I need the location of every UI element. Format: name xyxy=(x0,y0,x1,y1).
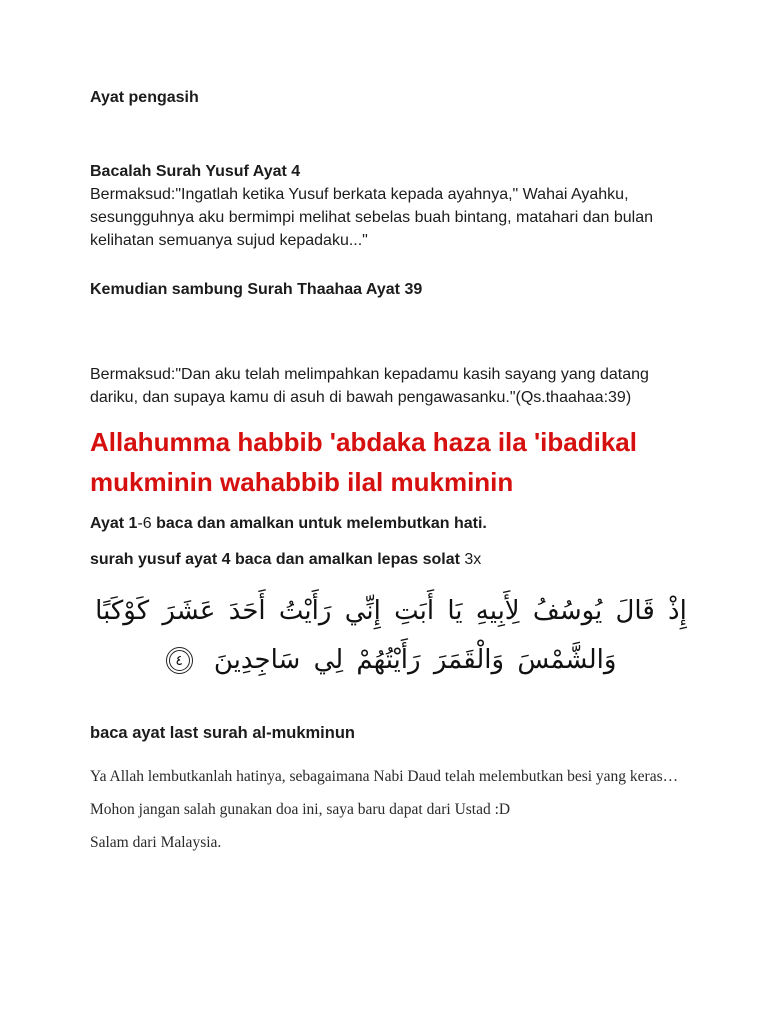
document-content xyxy=(90,88,692,852)
arabic-verse-line2: وَالشَّمْسَ وَالْقَمَرَ رَأَيْتُهُمْ لِي سَاجِدِينَ xyxy=(213,645,617,675)
instruction-surah-yusuf-3x xyxy=(90,548,692,571)
paragraph-maksud-surah-yusuf: Bermaksud:"Ingatlah ketika Yusuf berkata kepada ayahnya," Wahai Ayahku, sesungguhnya aku bermimpi melihat sebelas buah bintang, matahari dan bulan kelihatan semuanya sujud kepadaku..." xyxy=(90,186,654,249)
instruction-surah-yusuf-regular-tail: 3x xyxy=(464,551,482,568)
document-title: Ayat pengasih xyxy=(90,89,199,106)
arabic-verse xyxy=(90,587,692,685)
instruction-ayat-1-6 xyxy=(90,512,692,535)
closing-paragraph-mohon: Mohon jangan salah gunakan doa ini, saya baru dapat dari Ustad :D xyxy=(90,800,511,818)
instruction-surah-yusuf-bold-lead: surah yusuf ayat 4 baca dan amalkan lepas solat xyxy=(90,551,465,568)
heading-sambung-surah-thaahaa: Kemudian sambung Surah Thaahaa Ayat 39 xyxy=(90,281,423,298)
closing-paragraph-ya-allah: Ya Allah lembutkanlah hatinya, sebagaimana Nabi Daud telah melembutkan besi yang keras… xyxy=(90,768,679,785)
verse-number-badge: ٤ xyxy=(166,647,193,674)
heading-bacalah-surah-yusuf: Bacalah Surah Yusuf Ayat 4 xyxy=(90,163,301,180)
instruction-ayat-1-6-bold-tail: baca dan amalkan untuk melembutkan hati. xyxy=(151,515,487,532)
instruction-ayat-1-6-bold-lead: Ayat 1 xyxy=(90,515,138,532)
arabic-verse-line1: إِذْ قَالَ يُوسُفُ لِأَبِيهِ يَا أَبَتِ إِنِّي رَأَيْتُ أَحَدَ عَشَرَ كَوْكَبًا xyxy=(95,596,687,626)
instruction-ayat-1-6-regular-mid: -6 xyxy=(137,515,152,532)
dua-heading-red: Allahumma habbib 'abdaka haza ila 'ibadikal mukminin wahabbib ilal mukminin xyxy=(90,427,637,497)
closing-paragraph-salam: Salam dari Malaysia. xyxy=(90,834,222,851)
heading-baca-ayat-al-mukminun: baca ayat last surah al-mukminun xyxy=(90,724,356,742)
paragraph-maksud-surah-thaahaa: Bermaksud:"Dan aku telah melimpahkan kepadamu kasih sayang yang datang dariku, dan supaya kamu di asuh di bawah pengawasanku."(Qs.thaahaa:39) xyxy=(90,366,649,406)
